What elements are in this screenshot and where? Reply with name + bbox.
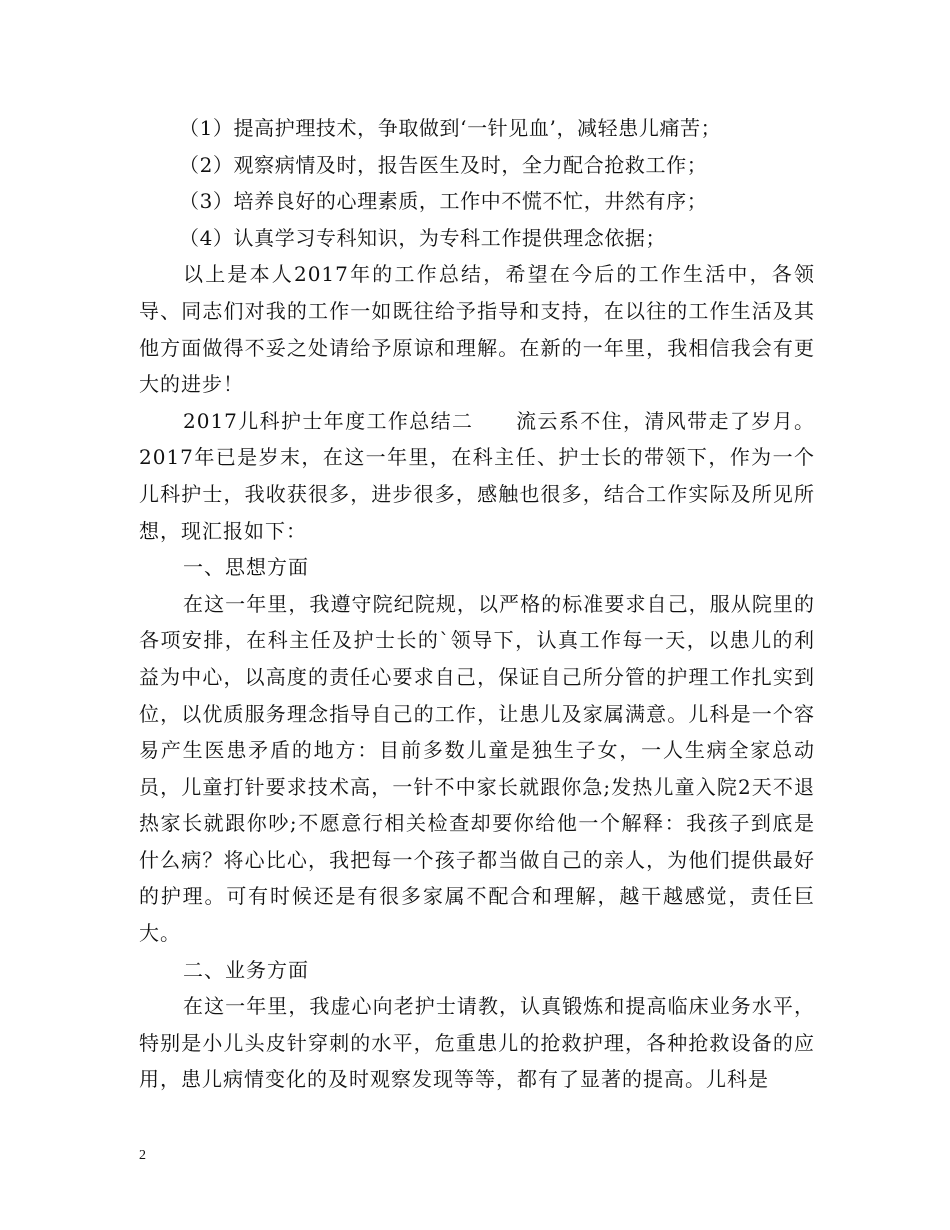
list-item-4: （4）认真学习专科知识，为专科工作提供理念依据； xyxy=(179,225,667,250)
section-heading-thought: 一、思想方面 xyxy=(183,555,309,580)
section-paragraph-business: 在这一年里，我虚心向老护士请教，认真锻炼和提高临床业务水平，特别是小儿头皮针穿刺的水平，危重患儿的抢救护理，各种抢救设备的应用，患儿病情变化的及时观察发现等等，都有了显著的提高。儿科是 xyxy=(139,994,815,1092)
document-body xyxy=(139,110,815,1098)
closing-paragraph: 以上是本人2017年的工作总结，希望在今后的工作生活中，各领导、同志们对我的工作一如既往给予指导和支持，在以往的工作生活及其他方面做得不妥之处请给予原谅和理解。在新的一年里，我相信我会有更大的进步！ xyxy=(139,262,815,397)
page-number: 2 xyxy=(139,1148,146,1163)
section-heading-business: 二、业务方面 xyxy=(183,957,309,982)
second-summary-intro: 2017儿科护士年度工作总结二 流云系不住，清风带走了岁月。2017年已是岁末，在这一年里，在科主任、护士长的带领下，作为一个儿科护士，我收获很多，进步很多，感触也很多，结合工作实际及所见所想，现汇报如下： xyxy=(139,408,815,543)
list-item-1: （1）提高护理技术，争取做到‘一针见血’，减轻患儿痛苦； xyxy=(179,116,722,140)
list-item-3: （3）培养良好的心理素质，工作中不慌不忙，井然有序； xyxy=(179,189,708,214)
list-item-2: （2）观察病情及时，报告医生及时，全力配合抢救工作； xyxy=(179,152,708,177)
section-paragraph-thought: 在这一年里，我遵守院纪院规，以严格的标准要求自己，服从院里的各项安排，在科主任及护士长的`领导下，认真工作每一天，以患儿的利益为中心，以高度的责任心要求自己，保证自己所分管的护理工作扎实到位，以优质服务理念指导自己的工作，让患儿及家属满意。儿科是一个容易产生医患矛盾的地方：目前多数儿童是独生子女，一人生病全家总动员，儿童打针要求技术高，一针不中家长就跟你急;发热儿童入院2天不退热家长就跟你吵;不愿意行相关检查却要你给他一个解释：我孩子到底是什么病？将心比心，我把每一个孩子都当做自己的亲人，为他们提供最好的护理。可有时候还是有很多家属不配合和理解，越干越感觉，责任巨大。 xyxy=(139,591,815,946)
